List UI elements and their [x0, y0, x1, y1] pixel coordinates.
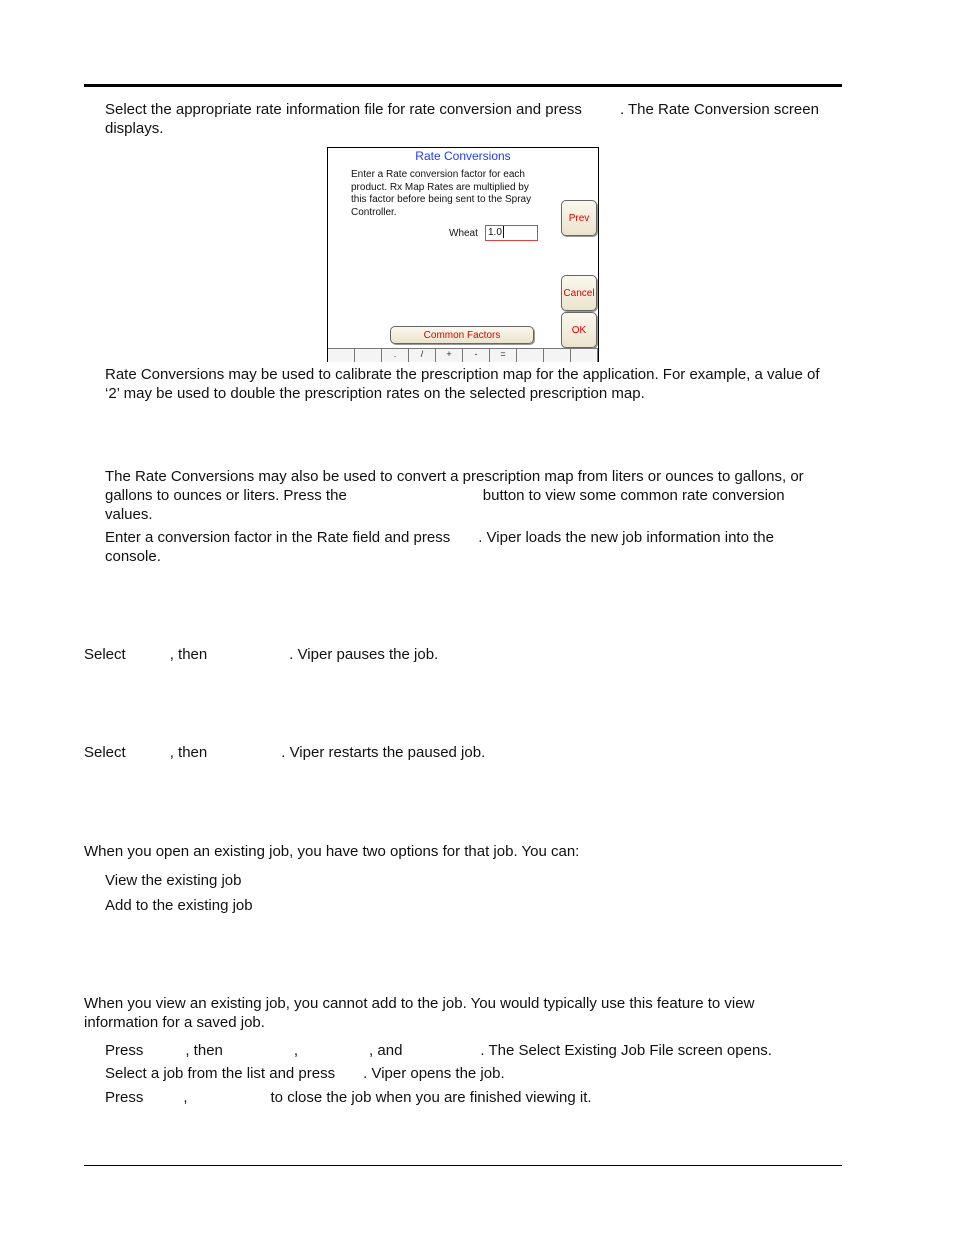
step-text: to close the job when you are finished viewing it. — [270, 1089, 592, 1106]
key-label: - — [474, 349, 478, 359]
key-clear-all[interactable] — [544, 349, 571, 362]
enter-text-tail: . Viper loads the new job information into the — [478, 529, 774, 546]
step-text-tail: . The Rate Conversion screen — [619, 101, 819, 118]
ok-button-label: OK — [571, 324, 587, 336]
common-factors-button[interactable] — [390, 326, 534, 344]
step-text: Select a job from the list and press — [105, 1065, 336, 1082]
convert-note-line3: values. — [105, 506, 153, 523]
wheat-rate-value: 1.0 — [488, 227, 502, 238]
pause-job-step — [84, 645, 438, 664]
screen-message — [351, 169, 531, 219]
resume-text: , then — [169, 744, 208, 761]
calibrate-note-line2: ‘2’ may be used to double the prescription rates on the selected prescription map. — [105, 385, 645, 402]
existing-option-view: View the existing job — [105, 872, 242, 889]
key-slash[interactable] — [409, 349, 436, 362]
select-file-step — [105, 100, 819, 119]
enter-factor-step — [105, 528, 774, 547]
key-plus[interactable] — [436, 349, 463, 362]
convert-text-tail: button to view some common rate conversion — [482, 487, 785, 504]
view-job-desc-line1: When you view an existing job, you cannot add to the job. You would typically use this feature to view — [84, 995, 755, 1012]
key-label: = — [500, 349, 506, 359]
key-equals[interactable] — [490, 349, 517, 362]
step-text: , and — [369, 1042, 403, 1059]
key-left-arrow[interactable] — [328, 349, 355, 362]
existing-job-intro: When you open an existing job, you have two options for that job. You can: — [84, 843, 580, 860]
key-minus[interactable] — [463, 349, 490, 362]
step-text: Press — [105, 1042, 144, 1059]
key-decimal[interactable] — [382, 349, 409, 362]
pause-text: . Viper pauses the job. — [289, 646, 439, 663]
message-line: Controller. — [351, 206, 397, 218]
view-step-1 — [105, 1041, 772, 1060]
message-line: this factor before being sent to the Spray — [351, 194, 532, 205]
keypad-row — [328, 348, 598, 362]
rate-conversions-screen — [327, 147, 599, 362]
step-text: . The Select Existing Job File screen opens. — [480, 1042, 772, 1059]
message-line: product. Rx Map Rates are multiplied by — [351, 181, 529, 193]
existing-option-add: Add to the existing job — [105, 897, 253, 914]
key-blank[interactable] — [517, 349, 544, 362]
convert-note-line1: The Rate Conversions may also be used to convert a prescription map from liters or ounces to gallons, or — [105, 468, 804, 485]
select-file-step-line2: displays. — [105, 120, 164, 137]
screen-title: Rate Conversions — [415, 149, 511, 163]
ok-button[interactable] — [561, 312, 597, 348]
enter-text: Enter a conversion factor in the Rate field and press — [105, 529, 451, 546]
pause-text: , then — [169, 646, 208, 663]
prev-button-label: Prev — [568, 212, 590, 224]
key-right-arrow[interactable] — [355, 349, 382, 362]
wheat-rate-input[interactable] — [485, 225, 538, 241]
step-text: , — [293, 1042, 299, 1059]
key-label: / — [420, 349, 424, 359]
step-text: Select the appropriate rate information file for rate conversion and press — [105, 101, 582, 118]
footer-rule — [84, 1165, 842, 1166]
calibrate-note-line1: Rate Conversions may be used to calibrate the prescription map for the application. For example, a value of — [105, 366, 820, 383]
view-step-3 — [105, 1088, 592, 1107]
convert-text: gallons to ounces or liters. Press the — [105, 487, 347, 504]
header-rule — [84, 84, 842, 87]
step-text: Press — [105, 1089, 144, 1106]
step-text: , then — [185, 1042, 223, 1059]
enter-factor-step-line2: console. — [105, 548, 161, 565]
view-step-2 — [105, 1064, 505, 1083]
cancel-button-label: Cancel — [563, 287, 595, 299]
resume-text: . Viper restarts the paused job. — [281, 744, 486, 761]
resume-job-step — [84, 743, 485, 762]
pause-text: Select — [84, 646, 126, 663]
wheat-label: Wheat — [449, 228, 478, 239]
convert-note-line2 — [105, 486, 785, 505]
step-text: , — [183, 1089, 188, 1106]
key-label: + — [446, 349, 452, 359]
cancel-button[interactable] — [561, 275, 597, 311]
key-label: . — [393, 349, 397, 359]
step-text: . Viper opens the job. — [363, 1065, 505, 1082]
resume-text: Select — [84, 744, 126, 761]
message-line: Enter a Rate conversion factor for each — [351, 169, 525, 180]
key-backspace[interactable] — [571, 349, 598, 362]
common-factors-label: Common Factors — [423, 329, 501, 341]
view-job-desc-line2: information for a saved job. — [84, 1014, 265, 1031]
text-cursor — [503, 226, 504, 238]
prev-button[interactable] — [561, 200, 597, 236]
